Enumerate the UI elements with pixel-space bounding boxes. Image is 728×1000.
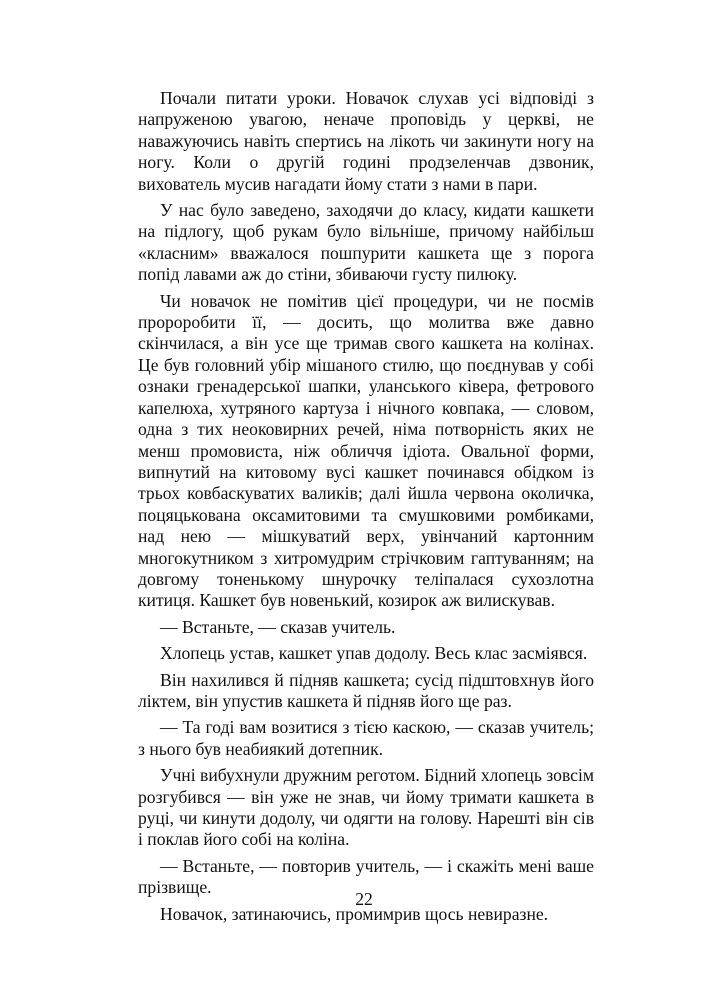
paragraph: Новачок, затинаючись, промимрив щось невиразне. bbox=[160, 903, 549, 924]
paragraph: — Та годі вам возитися з тією каскою, — сказав учитель; з нього був неабиякий дотепник. bbox=[138, 717, 594, 759]
paragraph: Почали питати уроки. Новачок слухав усі відповіді з напруженою увагою, неначе проповідь у церкві, не наважуючись навіть спертись на лікоть чи закинути ногу на ногу. Коли о другій годині продзеленчав дзвоник, вихователь мусив нагадати йому стати з нами в пари. bbox=[138, 88, 594, 194]
paragraph: Чи новачок не помітив цієї процедури, чи не посмів пророробити її, — досить, що молитва вже давно скінчилася, а він усе ще тримав свого кашкета на колінах. Це був головний убір мішаного стилю, що поєднував у собі ознаки гренадерської шапки, уланського ківера, фетрового капелюха, хутряного картуза і нічного ковпака, — словом, одна з тих неоковирних речей, німа потворність яких не менш промовиста, ніж обличчя ідіота. Овальної форми, випнутий на китовому вусі кашкет починався обідком із трьох ковбаскуватих валиків; далі йшла червона околичка, поцяцькована оксамитовими та смушковими ромбиками, над нею — мішкуватий верх, увінчаний картонним многокутником з хитромудрим стрічковим гаптуванням; на довгому тоненькому шнурочку теліпалася сухозлотна китиця. Кашкет був новенький, козирок аж вилискував. bbox=[138, 290, 594, 611]
paragraph: У нас було заведено, заходячи до класу, кидати кашкети на підлогу, щоб рукам було вільніше, причому найбільш «класним» вважалося пошпурити кашкета ще з порога попід лавами аж до стіни, збиваючи густу пилюку. bbox=[138, 200, 594, 285]
paragraph: — Встаньте, — сказав учитель. bbox=[160, 616, 396, 637]
paragraph: Він нахилився й підняв кашкета; сусід підштовхнув його ліктем, він упустив кашкета й підняв його ще раз. bbox=[138, 669, 594, 711]
page-number: 22 bbox=[355, 889, 373, 909]
paragraph: Учні вибухнули дружним реготом. Бідний хлопець зовсім розгубився — він уже не знав, чи йому тримати кашкета в руці, чи кинути додолу, чи одягти на голову. Нарешті він сів і поклав його собі на коліна. bbox=[138, 765, 594, 850]
page-body bbox=[138, 88, 594, 930]
paragraph: — Встаньте, — повторив учитель, — і скажіть мені ваше прізвище. bbox=[138, 855, 594, 898]
paragraph: Хлопець устав, кашкет упав додолу. Весь клас засміявся. bbox=[160, 643, 588, 664]
